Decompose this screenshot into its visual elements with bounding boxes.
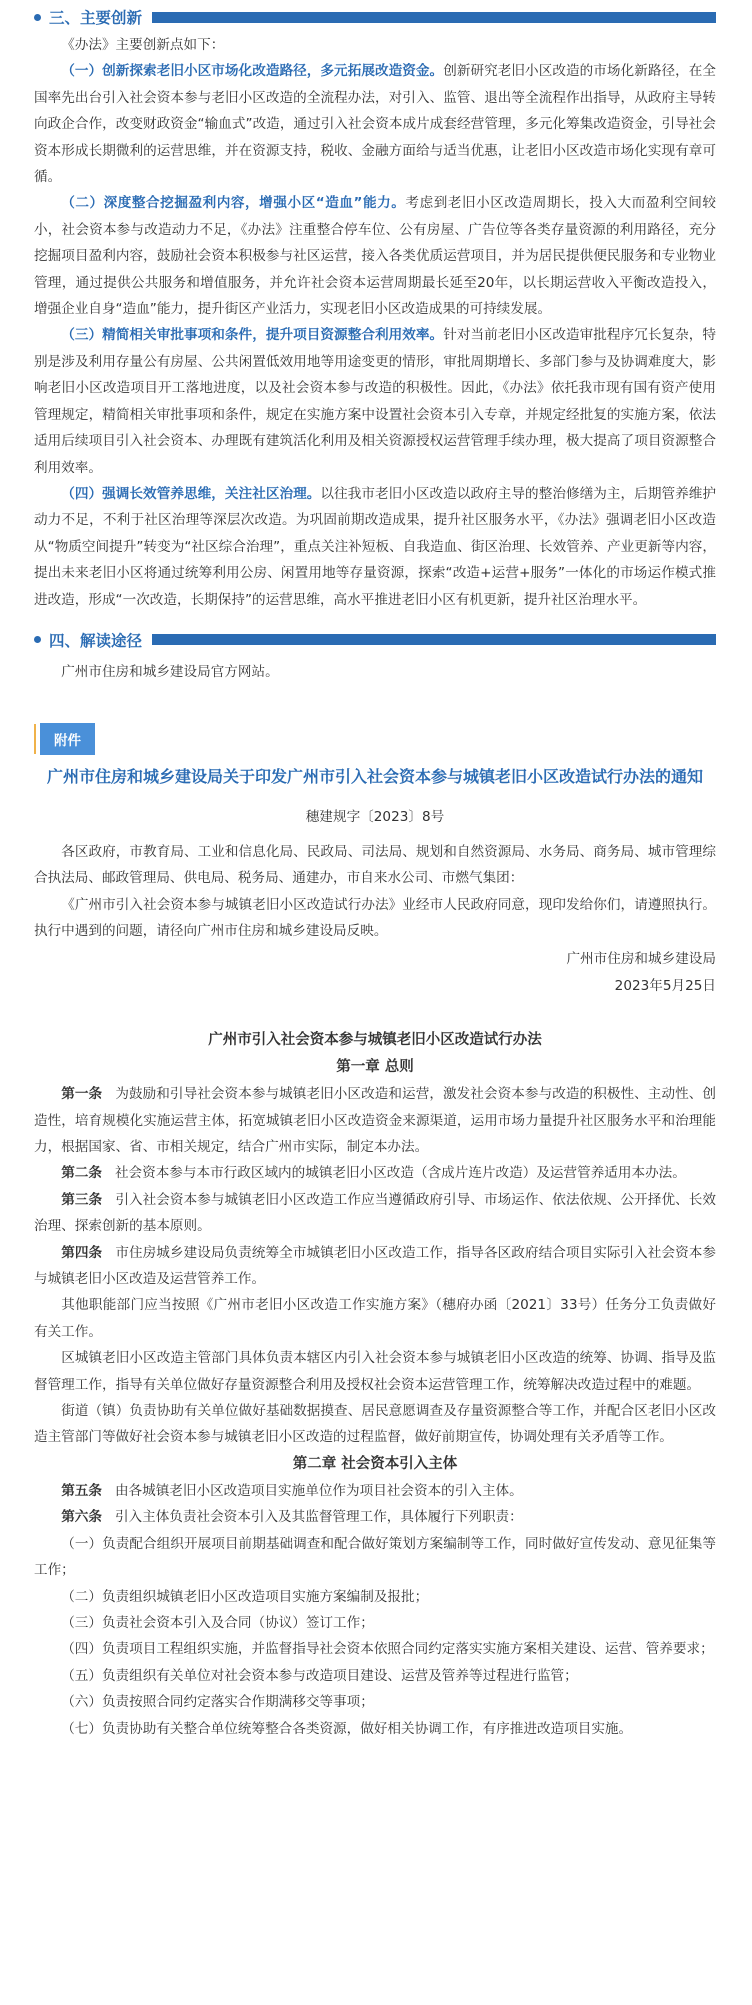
article-text: 社会资本参与本市行政区域内的城镇老旧小区改造（含成片连片改造）及运营管养适用本办法。 (114, 1165, 686, 1182)
issuer: 广州市住房和城乡建设局 (566, 951, 716, 968)
article (34, 1081, 716, 1160)
attachment-tag (34, 723, 716, 755)
article (34, 1240, 716, 1293)
section-title: 四、解读途径 (49, 631, 143, 650)
list-item: （二）负责组织城镇老旧小区改造项目实施方案编制及报批； (61, 1588, 429, 1605)
article-text: 引入社会资本参与城镇老旧小区改造工作应当遵循政府引导、市场运作、依法依规、公开择优、长效治理、探索创新的基本原则。 (34, 1191, 717, 1235)
article-label: 第三条 (61, 1191, 103, 1208)
notice-body: 《广州市引入社会资本参与城镇老旧小区改造试行办法》业经市人民政府同意，现印发给你们，请遵照执行。执行中遇到的问题，请径向广州市住房和城乡建设局反映。 (34, 896, 716, 939)
chapter-title: 第二章 社会资本引入主体 (292, 1455, 458, 1472)
item-text: 创新研究老旧小区改造的市场化新路径，在全国率先出台引入社会资本参与老旧小区改造的全流程办法，对引入、监管、退出等全流程作出指导，从政府主导转向政企合作，改变财政资金“输血式”改造，通过引入社会资本成片成套经营管理，多元化筹集改造资金，引导社会资本形成长期微利的运营思维，并在资源支持，税收、金融方面给与适当优惠，让老旧小区改造市场化实现有章可循。 (34, 63, 717, 186)
article-text: 市住房城乡建设局负责统筹全市城镇老旧小区改造工作，指导各区政府结合项目实际引入社会资本参与城镇老旧小区改造及运营管养工作。 (34, 1244, 717, 1288)
chapter-title: 第一章 总则 (336, 1059, 414, 1076)
item-text: 以往我市老旧小区改造以政府主导的整治修缮为主，后期管养维护动力不足，不利于社区治理等深层次改造。为巩固前期改造成果，提升社区服务水平，《办法》强调老旧小区改造从“物质空间提升”转变为“社区综合治理”，重点关注补短板、自我造血、街区治理、长效管养、产业更新等内容，提出未来老旧小区将通过统筹利用公房、闲置用地等存量资源，探索“改造+运营+服务”一体化的市场运作模式推进改造，形成“一次改造，长期保持”的运营思维，高水平推进老旧小区有机更新，提升社区治理水平。 (34, 485, 717, 608)
article (34, 1160, 716, 1186)
bullet-dot-icon (34, 636, 41, 643)
item-heading: （三）精简相关审批事项和条件，提升项目资源整合利用效率。 (61, 327, 444, 344)
article-paragraph: 其他职能部门应当按照《广州市老旧小区改造工作实施方案》（穗府办函〔2021〕33号）任务分工负责做好有关工作。 (34, 1297, 716, 1340)
item-text: 针对当前老旧小区改造审批程序冗长复杂，特别是涉及利用存量公有房屋、公共闲置低效用地等用途变更的情形，审批周期增长、多部门参与及协调难度大，影响老旧小区改造项目开工落地进度，以及社会资本参与改造的积极性。因此，《办法》依托我市现有国有资产使用管理规定，精简相关审批事项和条件，规定在实施方案中设置社会资本引入专章，并规定经批复的实施方案，依法适用后续项目引入社会资本、办理既有建筑活化利用及相关资源授权运营管理手续办理，极大提高了项目资源整合利用效率。 (34, 327, 717, 476)
item-heading: （四）强调长效管养思维，关注社区治理。 (61, 485, 321, 502)
measures-title: 广州市引入社会资本参与城镇老旧小区改造试行办法 (208, 1032, 542, 1049)
article-paragraph: 街道（镇）负责协助有关单位做好基础数据摸查、居民意愿调查及存量资源整合等工作，并配合区老旧小区改造主管部门等做好社会资本参与城镇老旧小区改造的过程监督，做好前期宣传，协调处理有关矛盾等工作。 (34, 1403, 716, 1446)
paragraph (34, 322, 716, 480)
paragraph (34, 58, 716, 190)
article-paragraph: 区城镇老旧小区改造主管部门具体负责本辖区内引入社会资本参与城镇老旧小区改造的统筹、协调、指导及监督管理工作，指导有关单位做好存量资源整合利用及授权社会资本运营管理工作，统筹解决改造过程中的难题。 (34, 1350, 716, 1393)
bullet-dot-icon (34, 14, 41, 21)
article-text: 由各城镇老旧小区改造项目实施单位作为项目社会资本的引入主体。 (114, 1482, 523, 1499)
paragraph (34, 190, 716, 322)
paragraph (34, 481, 716, 613)
section-bar (152, 12, 716, 23)
article-page (0, 4, 752, 2005)
article-label: 第二条 (61, 1165, 102, 1182)
list-item: （一）负责配合组织开展项目前期基础调查和配合做好策划方案编制等工作，同时做好宣传发动、意见征集等工作； (34, 1535, 716, 1579)
list-item: （六）负责按照合同约定落实合作期满移交等事项； (61, 1694, 374, 1711)
list-item: （五）负责组织有关单位对社会资本参与改造项目建设、运营及管养等过程进行监管； (61, 1667, 578, 1684)
issue-date: 2023年5月25日 (614, 977, 716, 994)
section-intro: 《办法》主要创新点如下： (61, 37, 225, 53)
item-text: 考虑到老旧小区改造周期长，投入大而盈利空间较小，社会资本参与改造动力不足，《办法》注重整合停车位、公有房屋、广告位等各类存量资源的利用路径，充分挖掘项目盈利内容，鼓励社会资本积极参与社区运营，接入各类优质运营项目，并为居民提供便民服务和专业物业管理，通过提供公共服务和增值服务，并允许社会资本运营周期最长延至20年，以长期运营收入平衡改造投入，增强企业自身“造血”能力，提升街区产业活力，实现老旧小区改造成果的可持续发展。 (34, 195, 716, 318)
list-item: （四）负责项目工程组织实施，并监督指导社会资本依照合同约定落实实施方案相关建设、运营、管养要求； (61, 1641, 714, 1658)
section-title: 三、主要创新 (49, 9, 143, 27)
list-item: （三）负责社会资本引入及合同（协议）签订工作； (61, 1614, 374, 1631)
section-bar (152, 634, 716, 645)
section-header-4 (34, 627, 716, 653)
attachment-label: 附件 (40, 723, 95, 755)
article-label: 第五条 (61, 1482, 102, 1499)
item-heading: （一）创新探索老旧小区市场化改造路径，多元拓展改造资金。 (61, 63, 444, 80)
article (34, 1478, 716, 1504)
article-text: 为鼓励和引导社会资本参与城镇老旧小区改造和运营，激发社会资本参与改造的积极性、主动性、创造性，培育规模化实施运营主体，拓宽城镇老旧小区改造资金来源渠道，运用市场力量提升社区服务水平和治理能力，根据国家、省、市相关规定，结合广州市实际，制定本办法。 (34, 1086, 717, 1155)
section-header-3 (34, 4, 716, 30)
tag-accent (34, 724, 36, 754)
notice-title: 广州市住房和城乡建设局关于印发广州市引入社会资本参与城镇老旧小区改造试行办法的通知 (46, 767, 703, 787)
article-label: 第四条 (61, 1244, 103, 1261)
article-label: 第一条 (61, 1086, 103, 1103)
article (34, 1504, 716, 1530)
item-heading: （二）深度整合挖掘盈利内容，增强小区“造血”能力。 (61, 195, 406, 212)
article-label: 第六条 (61, 1509, 102, 1526)
recipients: 各区政府，市教育局、工业和信息化局、民政局、司法局、规划和自然资源局、水务局、商务局、城市管理综合执法局、邮政管理局、供电局、税务局、通建办，市自来水公司、市燃气集团： (34, 843, 716, 887)
doc-number: 穗建规字〔2023〕8号 (305, 809, 445, 826)
list-item: （七）负责协助有关整合单位统筹整合各类资源，做好相关协调工作，有序推进改造项目实施。 (61, 1720, 633, 1737)
section-text: 广州市住房和城乡建设局官方网站。 (61, 663, 279, 680)
article (34, 1187, 716, 1240)
article-text: 引入主体负责社会资本引入及其监督管理工作，具体履行下列职责： (114, 1509, 523, 1526)
